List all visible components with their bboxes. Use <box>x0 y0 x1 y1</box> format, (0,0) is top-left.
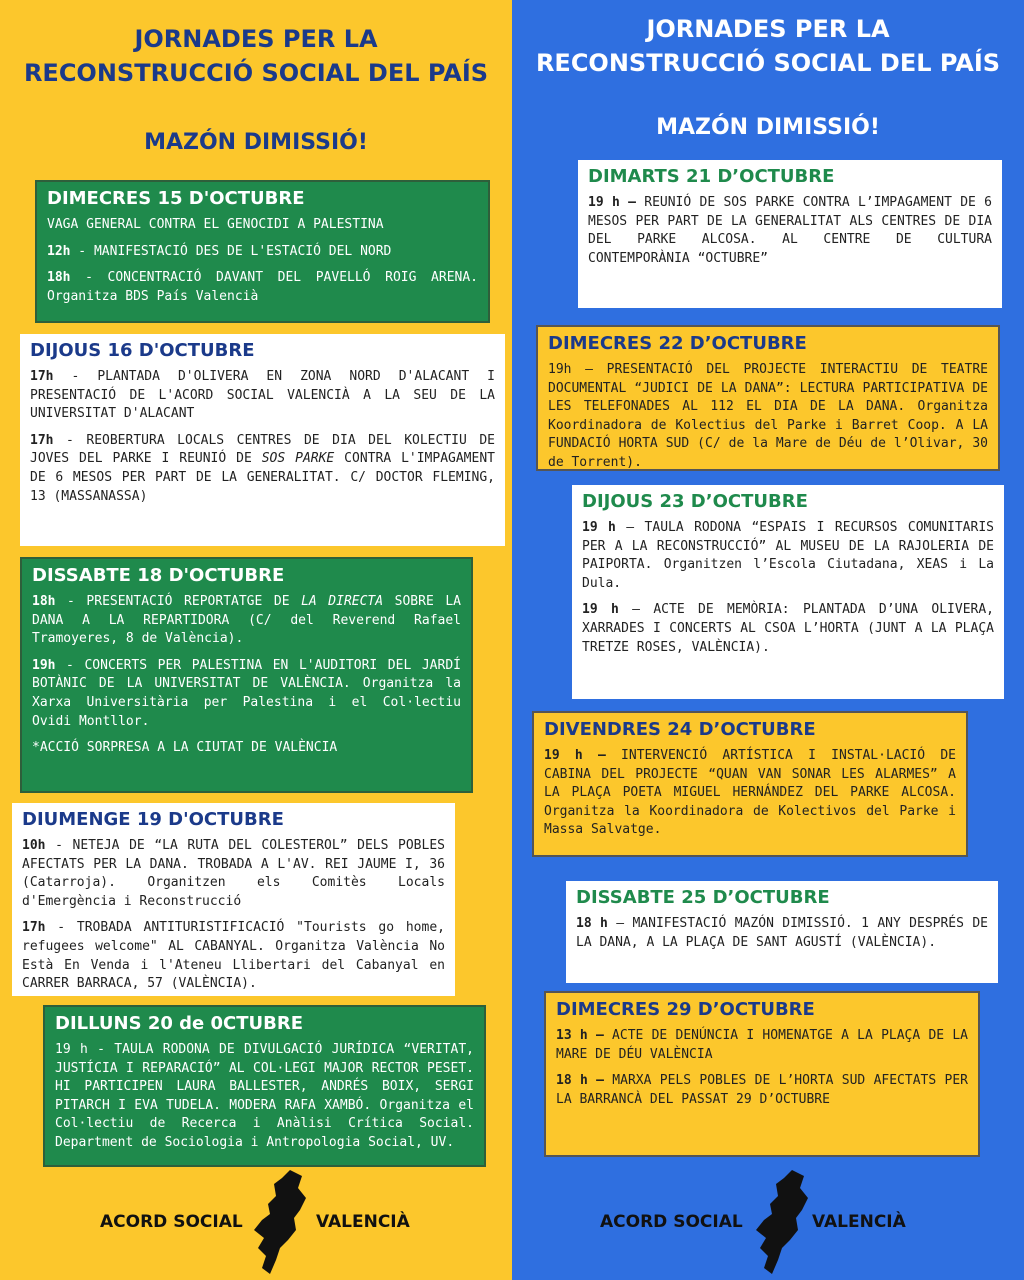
event-text: 19 h - TAULA RODONA DE DIVULGACIÓ JURÍDICA “VERITAT, JUSTÍCIA I REPARACIÓ” AL COL·LEGI MAJOR RECTOR PESET. HI PARTICIPEN LAURA BALLESTER, ANDRÉS BOIX, SERGI PITARCH I EVA TUDELA. MODERA RAFA XAMBÓ. Organitza el Col·lectiu de Recerca i Anàlisi Crítica Social. Department de Sociologia i Antropologia Social, UV. <box>55 1042 474 1150</box>
event-text: - PRESENTACIÓ REPORTATGE DE <box>55 594 302 609</box>
event-line <box>576 915 988 952</box>
event-text: ACTE DE DENÚNCIA I HOMENATGE A LA PLAÇA DE LA MARE DE DÉU VALÈNCIA <box>556 1028 968 1062</box>
event-day-title: DIMARTS 21 D’OCTUBRE <box>588 166 835 187</box>
event-line <box>22 919 445 993</box>
event-time: 19 h <box>582 602 619 618</box>
logo-text-right: VALENCIÀ <box>812 1212 906 1232</box>
event-card <box>572 485 1004 699</box>
event-text: VAGA GENERAL CONTRA EL GENOCIDI A PALESTINA <box>47 217 384 232</box>
event-time: 19h <box>32 657 56 673</box>
event-time: 18h <box>47 270 71 286</box>
right-title <box>512 12 1024 80</box>
event-day-title: DIMECRES 15 D'OCTUBRE <box>47 188 305 209</box>
event-day-title: DIMECRES 29 D’OCTUBRE <box>556 999 815 1020</box>
valencia-map-icon <box>250 1168 320 1278</box>
event-time: 19 h <box>582 520 616 535</box>
event-time: 13 h – <box>556 1028 604 1043</box>
logo-text-left: ACORD SOCIAL <box>600 1212 743 1232</box>
event-text: INTERVENCIÓ ARTÍSTICA I INSTAL·LACIÓ DE CABINA DEL PROJECTE “QUAN VAN SONAR LES ALARMES” A LA PLAÇA POETA MIGUEL HERNÁNDEZ DEL PARKE ALCOSA. Organitza la Koordinadora de Kolectivos del Parke i Massa Salvatge. <box>544 748 956 838</box>
event-line <box>582 519 994 593</box>
event-line <box>47 269 478 306</box>
event-card <box>35 180 490 323</box>
right-panel <box>512 0 1024 1280</box>
event-text: – TAULA RODONA “ESPAIS I RECURSOS COMUNITARIS PER A LA RECONSTRUCCIÓ” AL MUSEU DE LA RAJOLERIA DE PAIPORTA. Organitzen l’Escola Ciutadana, XEAS i La Dula. <box>582 520 994 591</box>
event-line <box>30 432 495 506</box>
event-day-title: DIUMENGE 19 D'OCTUBRE <box>22 809 284 830</box>
event-card <box>536 325 1000 471</box>
right-slogan: MAZÓN DIMISSIÓ! <box>656 115 880 140</box>
event-line <box>548 361 988 473</box>
event-day-title: DISSABTE 25 D’OCTUBRE <box>576 887 830 908</box>
event-time: 18 h – <box>556 1073 604 1089</box>
event-card <box>43 1005 486 1167</box>
event-text: - CONCENTRACIÓ DAVANT DEL PAVELLÓ ROIG ARENA. Organitza BDS País Valencià <box>47 270 478 304</box>
event-card <box>578 160 1002 308</box>
event-day-title: DIJOUS 23 D’OCTUBRE <box>582 491 808 512</box>
event-text: - REOBERTURA LOCALS CENTRES DE DIA DEL KOLECTIU DE JOVES DEL PARKE I REUNIÓ DE <box>30 432 495 467</box>
event-text: MARXA PELS POBLES DE L’HORTA SUD AFECTATS PER LA BARRANCÀ DEL PASSAT 29 D’OCTUBRE <box>556 1073 968 1107</box>
event-text-italic: LA DIRECTA <box>301 594 384 609</box>
event-day-title: DILLUNS 20 de 0CTUBRE <box>55 1013 304 1034</box>
event-card <box>20 557 473 793</box>
event-text-after: SOBRE LA DANA A LA REPARTIDORA (C/ del Reverend Rafael Tramoyeres, 8 de València). <box>32 594 461 647</box>
right-title-line2: RECONSTRUCCIÓ SOCIAL DEL PAÍS <box>535 49 1001 77</box>
event-line <box>582 601 994 657</box>
event-card <box>566 881 998 983</box>
event-text: - TROBADA ANTITURISTIFICACIÓ "Tourists go home, refugees welcome" AL CABANYAL. Organitza València No Està En Venda i l'Ateneu Llibertari del Cabanyal en CARRER BARRACA, 57 (VALÈNCIA). <box>22 920 445 992</box>
event-text: – ACTE DE MEMÒRIA: PLANTADA D’UNA OLIVERA, XARRADES I CONCERTS AL CSOA L’HORTA (JUNT A LA PLAÇA TRETZE ROSES, VALÈNCIA). <box>582 602 994 655</box>
left-title-line2: RECONSTRUCCIÓ SOCIAL DEL PAÍS <box>23 59 489 87</box>
event-line <box>47 216 478 235</box>
event-line <box>588 194 992 268</box>
event-day-title: DISSABTE 18 D'OCTUBRE <box>32 565 285 586</box>
event-day-title: DIMECRES 22 D’OCTUBRE <box>548 333 807 354</box>
event-time: 18h <box>32 594 56 609</box>
event-text: - NETEJA DE “LA RUTA DEL COLESTEROL” DELS POBLES AFECTATS PER LA DANA. TROBADA A L'AV. REI JAUME I, 36 (Catarroja). Organitzen els Comitès Locals d'Emergència i Reconstrucció <box>22 838 445 909</box>
event-text-italic: SOS PARKE <box>261 451 335 467</box>
event-text-after: CONTRA L'IMPAGAMENT DE 6 MESOS PER PART DE LA GENERALITAT. C/ DOCTOR FLEMING, 13 (MASSANASSA) <box>30 451 495 504</box>
event-time: 17h <box>30 432 54 448</box>
left-title <box>0 22 512 90</box>
event-text: - PLANTADA D'OLIVERA EN ZONA NORD D'ALACANT I PRESENTACIÓ DE L'ACORD SOCIAL VALENCIÀ A LA SEU DE LA UNIVERSITAT D'ALACANT <box>30 369 495 422</box>
event-line <box>544 747 956 840</box>
event-line <box>556 1027 968 1064</box>
event-text: – MANIFESTACIÓ MAZÓN DIMISSIÓ. 1 ANY DESPRÉS DE LA DANA, A LA PLAÇA DE SANT AGUSTÍ (VALÈNCIA). <box>576 916 988 950</box>
event-text: *ACCIÓ SORPRESA A LA CIUTAT DE VALÈNCIA <box>32 740 338 756</box>
event-line <box>32 593 461 649</box>
event-line <box>32 739 461 758</box>
event-line <box>55 1041 474 1153</box>
event-card <box>12 803 455 996</box>
event-time: 19 h – <box>588 195 636 210</box>
event-text: - CONCERTS PER PALESTINA EN L'AUDITORI DEL JARDÍ BOTÀNIC DE LA UNIVERSITAT DE VALÈNCIA. Organitza la Xarxa Universitària per Palestina i el Col·lectiu Ovidi Montllor. <box>32 657 461 729</box>
event-card <box>532 711 968 857</box>
logo-text-left: ACORD SOCIAL <box>100 1212 243 1232</box>
event-line <box>32 657 461 731</box>
event-card <box>544 991 980 1157</box>
logo-text-right: VALENCIÀ <box>316 1212 410 1232</box>
event-line <box>556 1072 968 1109</box>
event-line <box>47 243 478 262</box>
event-time: 17h <box>30 369 54 384</box>
event-time: 12h <box>47 243 71 259</box>
event-text: 19h – PRESENTACIÓ DEL PROJECTE INTERACTIU DE TEATRE DOCUMENTAL “JUDICI DE LA DANA”: LECTURA PARTICIPATIVA DE LES TELEFONADES AL 112 EL DIA DE LA DANA. Organitza Koordinadora de Kolectius del Parke i Barret Coop. A LA FUNDACIÓ HORTA SUD (C/ de la Mare de Déu de l’Olivar, 30 de Torrent). <box>548 362 988 470</box>
right-title-line1: JORNADES PER LA <box>646 15 890 43</box>
event-time: 17h <box>22 920 46 936</box>
event-time: 10h <box>22 838 46 853</box>
event-time: 18 h <box>576 916 608 931</box>
event-day-title: DIVENDRES 24 D’OCTUBRE <box>544 719 816 740</box>
event-text: - MANIFESTACIÓ DES DE L'ESTACIÓ DEL NORD <box>70 243 392 259</box>
left-title-line1: JORNADES PER LA <box>134 25 378 53</box>
event-card <box>20 334 505 546</box>
event-time: 19 h – <box>544 748 606 763</box>
left-slogan: MAZÓN DIMISSIÓ! <box>144 130 368 155</box>
event-line <box>22 837 445 911</box>
event-line <box>30 368 495 424</box>
event-day-title: DIJOUS 16 D'OCTUBRE <box>30 340 255 361</box>
event-text: REUNIÓ DE SOS PARKE CONTRA L’IMPAGAMENT DE 6 MESOS PER PART DE LA GENERALITAT ALS CENTRES DE DIA DEL PARKE ALCOSA. AL CENTRE DE CULTURA CONTEMPORÀNIA “OCTUBRE” <box>588 195 992 266</box>
